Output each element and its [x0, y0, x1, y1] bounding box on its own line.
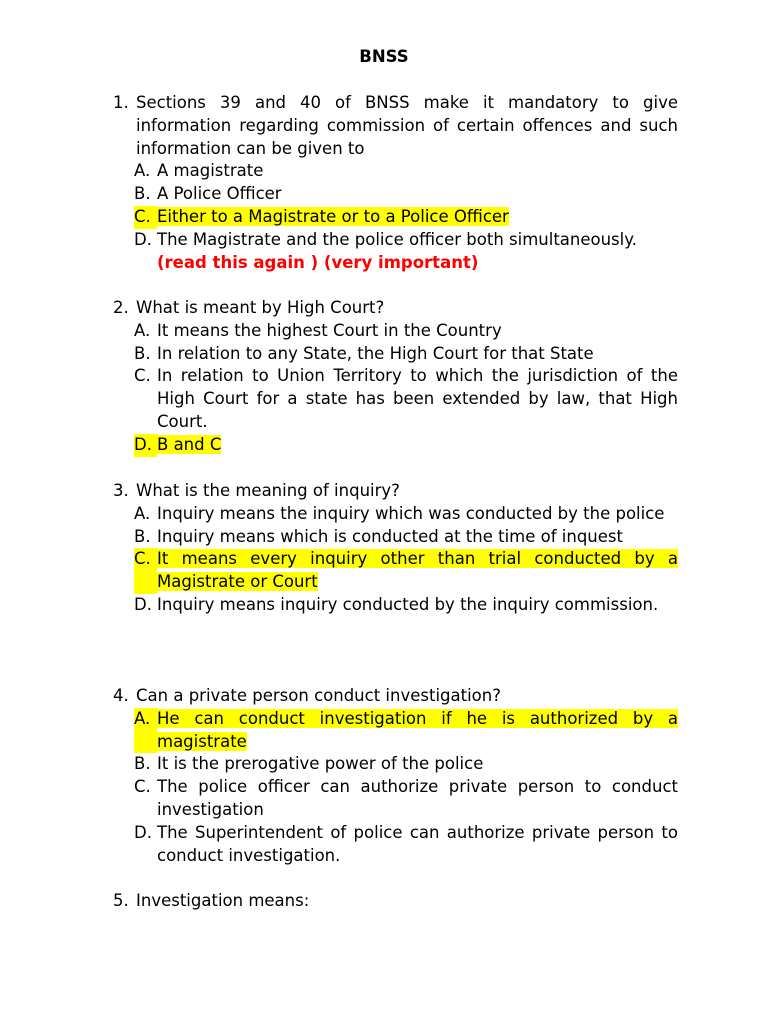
option-letter: C. — [134, 366, 151, 386]
option-letter: B. — [134, 526, 151, 546]
option-d — [134, 822, 678, 868]
question-5 — [113, 890, 678, 913]
highlighted-answer: He can conduct investigation if he is authorized by a magistrate — [157, 708, 678, 751]
question-number: 4. — [113, 686, 129, 705]
option-letter: C. — [134, 548, 157, 594]
question-number: 3. — [113, 481, 129, 500]
option-text: The Magistrate and the police officer both simultaneously. — [157, 229, 637, 249]
options-list — [134, 320, 678, 457]
option-letter: D. — [134, 594, 152, 614]
options-list — [134, 160, 678, 274]
option-b — [134, 343, 678, 366]
option-text: In relation to any State, the High Court for that State — [157, 343, 594, 363]
option-a — [134, 320, 678, 343]
option-letter: B. — [134, 184, 151, 204]
option-c-answer — [134, 548, 678, 594]
option-b — [134, 753, 678, 776]
option-text: A magistrate — [157, 161, 264, 181]
option-d — [134, 594, 678, 617]
option-c-answer — [134, 206, 678, 229]
options-list — [134, 708, 678, 868]
question-number: 5. — [113, 891, 129, 910]
highlighted-answer: Either to a Magistrate or to a Police Officer — [157, 206, 509, 226]
option-letter: A. — [134, 708, 157, 754]
question-text: Can a private person conduct investigation? — [136, 686, 501, 705]
page-title: BNSS — [359, 47, 409, 66]
option-letter: A. — [134, 320, 151, 340]
question-text: Sections 39 and 40 of BNSS make it mandatory to give information regarding commission of certain offences and such information can be given to — [136, 93, 678, 158]
option-d — [134, 229, 678, 252]
options-list — [134, 503, 678, 617]
option-text: The police officer can authorize private person to conduct investigation — [157, 777, 678, 819]
question-text: What is meant by High Court? — [136, 298, 385, 317]
option-letter: D. — [134, 822, 152, 842]
option-a-answer — [134, 708, 678, 754]
option-letter: D. — [134, 434, 157, 457]
question-3 — [113, 480, 678, 617]
question-4 — [113, 685, 678, 867]
option-text: It means the highest Court in the Country — [157, 320, 502, 340]
option-c — [134, 776, 678, 822]
question-text: What is the meaning of inquiry? — [136, 481, 400, 500]
option-a — [134, 503, 678, 526]
option-letter: A. — [134, 503, 151, 523]
question-number: 2. — [113, 298, 129, 317]
option-b — [134, 526, 678, 549]
option-letter: C. — [134, 206, 157, 229]
option-text: A Police Officer — [157, 184, 282, 204]
option-letter: D. — [134, 229, 152, 249]
option-letter: B. — [134, 754, 151, 774]
option-text: Inquiry means the inquiry which was conducted by the police — [157, 503, 665, 523]
option-text: The Superintendent of police can authorize private person to conduct investigation. — [157, 822, 678, 865]
option-text: Inquiry means inquiry conducted by the inquiry commission. — [157, 594, 659, 614]
option-a — [134, 160, 678, 183]
question-text: Investigation means: — [136, 891, 310, 910]
highlighted-answer: B and C — [157, 434, 222, 454]
question-2 — [113, 297, 678, 457]
option-text: Inquiry means which is conducted at the time of inquest — [157, 526, 623, 546]
option-text: It is the prerogative power of the police — [157, 754, 484, 774]
question-number: 1. — [113, 93, 129, 112]
highlighted-answer: It means every inquiry other than trial conducted by a Magistrate or Court — [157, 549, 678, 592]
option-b — [134, 183, 678, 206]
option-letter: A. — [134, 161, 151, 181]
important-note: (read this again ) (very important) — [157, 252, 479, 272]
option-d-answer — [134, 434, 678, 457]
option-c — [134, 365, 678, 433]
option-letter: C. — [134, 777, 151, 797]
option-text: In relation to Union Territory to which the jurisdiction of the High Court for a state has been extended by law, that High Court. — [157, 366, 678, 431]
option-letter: B. — [134, 343, 151, 363]
question-1 — [113, 92, 678, 274]
